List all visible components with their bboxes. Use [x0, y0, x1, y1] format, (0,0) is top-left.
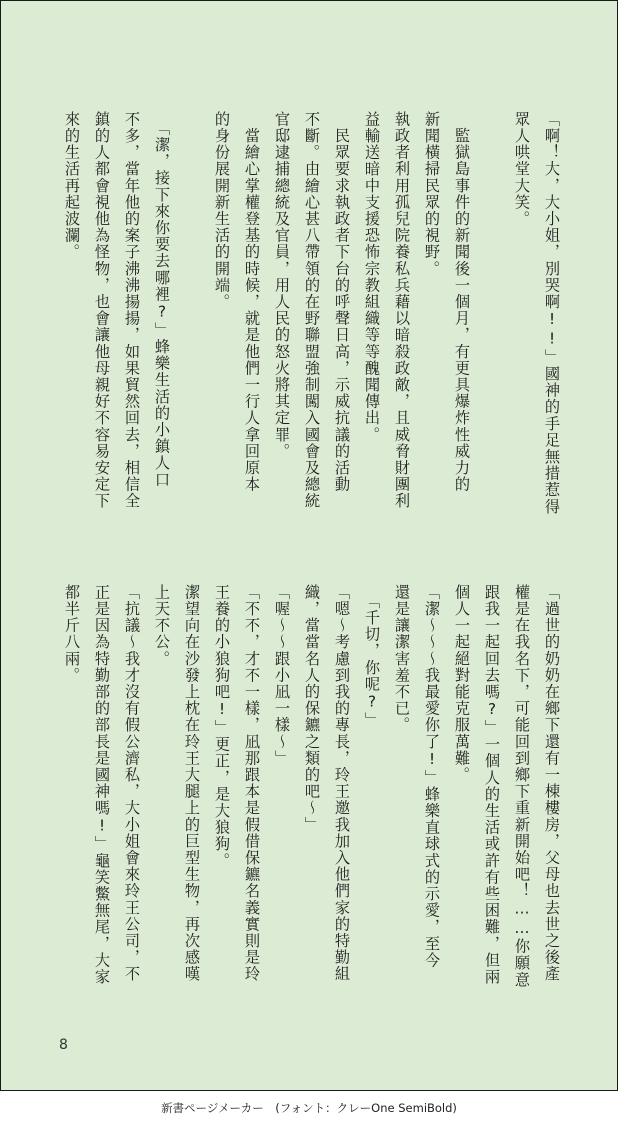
upper-text-block [51, 111, 567, 571]
text-column: 監獄島事件的新聞後一個月，有更具爆炸性威力的 [453, 111, 471, 493]
text-column: 的身份展開新生活的開端。 [213, 111, 231, 311]
text-column: 潔望向在沙發上枕在玲王大腿上的巨型生物，再次感嘆 [183, 584, 201, 983]
page-number: 8 [59, 1037, 68, 1053]
text-column: 執政者利用孤兒院養私兵藉以暗殺政敵，且威脅財團利 [393, 111, 411, 510]
text-column: 官邸逮捕總統及官員，用人民的怒火將其定罪。 [273, 111, 291, 460]
text-column: 還是讓潔害羞不已。 [393, 584, 411, 734]
text-column: 當繪心掌權登基的時候，就是他們一行人拿回原本 [243, 111, 261, 493]
text-column: 王養的小狼狗吧!」更正，是大狼狗。 [213, 584, 231, 869]
text-column: 「喔～～跟小凪一樣～」 [273, 584, 291, 767]
text-column: 權是在我名下，可能回到鄉下重新開始吧！……你願意 [513, 584, 531, 988]
text-column: 「抗議～我才沒有假公濟私，大小姐會來玲王公司，不 [123, 584, 141, 983]
text-column: 個人一起絕對能克服萬難。 [453, 584, 471, 784]
text-column: 益輸送暗中支援恐怖宗教組織等等醜聞傳出。 [363, 111, 381, 443]
text-column: 不斷。由繪心甚八帶領的在野聯盟強制闖入國會及總統 [303, 111, 321, 510]
text-column: 「潔～～～我最愛你了!」蜂樂直球式的示愛，至今 [423, 584, 441, 969]
text-column: 跟我一起回去嗎?」一個人的生活或許有些困難，但兩 [483, 584, 501, 986]
text-column: 「潔，接下來你要去哪裡?」蜂樂生活的小鎮人口 [153, 111, 171, 488]
text-column: 「過世的奶奶在鄉下還有一棟樓房，父母也去世之後產 [543, 584, 561, 983]
footer-caption: 新書ページメーカー (フォント：クレーOne SemiBold) [161, 1101, 457, 1115]
text-column: 「嗯～考慮到我的專長，玲王邀我加入他們家的特勤組 [333, 584, 351, 983]
text-column: 「千切，你呢?」 [363, 584, 381, 729]
text-column: 不多，當年他的案子沸沸揚揚，如果貿然回去，相信全 [123, 111, 141, 510]
text-column: 正是因為特勤部的部長是國神嗎!」龜笑鱉無尾，大家 [93, 584, 111, 986]
text-column: 眾人哄堂大笑。 [513, 111, 531, 228]
text-column: 來的生活再起波瀾。 [63, 111, 81, 261]
text-column: 「不不，才不一樣，凪那跟本是假借保鑣名義實則是玲 [243, 584, 261, 983]
text-column: 織，當當名人的保鑣之類的吧～」 [303, 584, 321, 833]
text-column: 上天不公。 [153, 584, 171, 667]
text-column: 都半斤八兩。 [63, 584, 81, 684]
text-column: 「啊！大，大小姐，別哭啊!!」國神的手足無措惹得 [543, 111, 561, 515]
lower-text-block [51, 584, 567, 1024]
text-column: 民眾要求執政者下台的呼聲日高，示威抗議的活動 [333, 111, 351, 493]
text-column: 新聞橫掃民眾的視野。 [423, 111, 441, 277]
text-column: 鎮的人都會視他為怪物，也會讓他母親好不容易安定下 [93, 111, 111, 510]
